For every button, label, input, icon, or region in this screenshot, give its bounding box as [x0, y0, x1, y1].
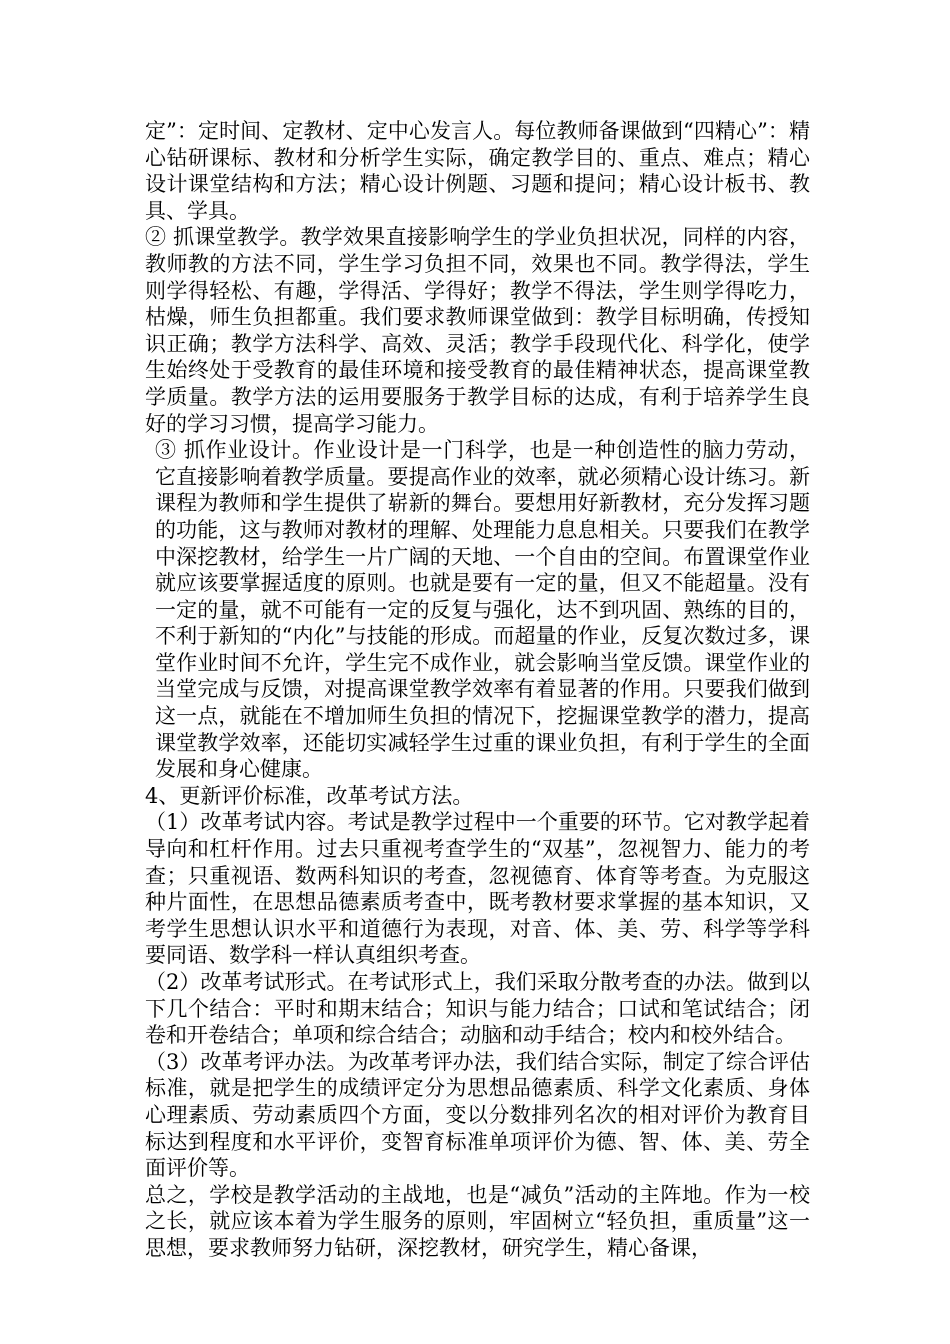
paragraph-conclusion: 总之，学校是教学活动的主战地，也是“减负”活动的主阵地。作为一校之长，就应该本着为学生服务的原则，牢固树立“轻负担，重质量”这一思想，要求教师努力钻研，深挖教材，研究学生，精心备课， — [145, 1182, 810, 1260]
paragraph-continued-prep: 定”：定时间、定教材、定中心发言人。每位教师备课做到“四精心”：精心钻研课标、教材和分析学生实际，确定教学目的、重点、难点；精心设计课堂结构和方法；精心设计例题、习题和提问；精心设计板书、教具、学具。 — [145, 119, 810, 223]
section-heading-evaluation: 4、更新评价标准，改革考试方法。 — [145, 783, 474, 808]
document-body — [145, 118, 810, 1262]
paragraph-evaluation-method: （3）改革考评办法。为改革考评办法，我们结合实际，制定了综合评估标准，就是把学生的成绩评定分为思想品德素质、科学文化素质、身体心理素质、劳动素质四个方面，变以分数排列名次的相对评价为教育目标达到程度和水平评价，变智育标准单项评价为德、智、体、美、劳全面评价等。 — [145, 1049, 810, 1181]
paragraph-exam-format: （2）改革考试形式。在考试形式上，我们采取分散考查的办法。做到以下几个结合：平时和期末结合；知识与能力结合；口试和笔试结合；闭卷和开卷结合；单项和综合结合；动脑和动手结合；校内和校外结合。 — [145, 970, 810, 1048]
paragraph-exam-content: （1）改革考试内容。考试是教学过程中一个重要的环节。它对教学起着导向和杠杆作用。过去只重视考查学生的“双基”，忽视智力、能力的考查；只重视语、数两科知识的考查，忽视德育、体育等考查。为克服这种片面性，在思想品德素质考查中，既考教材要求掌握的基本知识，又考学生思想认识水平和道德行为表现，对音、体、美、劳、科学等学科要同语、数学科一样认真组织考查。 — [145, 810, 810, 968]
paragraph-homework-design: ③ 抓作业设计。作业设计是一门科学，也是一种创造性的脑力劳动，它直接影响着教学质量。要提高作业的效率，就必须精心设计练习。新课程为教师和学生提供了崭新的舞台。要想用好新教材，充分发挥习题的功能，这与教师对教材的理解、处理能力息息相关。只要我们在教学中深挖教材，给学生一片广阔的天地、一个自由的空间。布置课堂作业就应该要掌握适度的原则。也就是要有一定的量，但又不能超量。没有一定的量，就不可能有一定的反复与强化，达不到巩固、熟练的目的，不利于新知的“内化”与技能的形成。而超量的作业，反复次数过多，课堂作业时间不允许，学生完不成作业，就会影响当堂反馈。课堂作业的当堂完成与反馈，对提高课堂教学效率有着显著的作用。只要我们做到这一点，就能在不增加师生负担的情况下，挖掘课堂教学的潜力，提高课堂教学效率，还能切实减轻学生过重的课业负担，有利于学生的全面发展和身心健康。 — [155, 438, 810, 782]
paragraph-classroom-teaching: ② 抓课堂教学。教学效果直接影响学生的学业负担状况，同样的内容，教师教的方法不同，学生学习负担不同，效果也不同。教学得法，学生则学得轻松、有趣，学得活、学得好；教学不得法，学生则学得吃力，枯燥，师生负担都重。我们要求教师课堂做到：教学目标明确，传授知识正确；教学方法科学、高效、灵活；教学手段现代化、科学化，使学生始终处于受教育的最佳环境和接受教育的最佳精神状态，提高课堂教学质量。教学方法的运用要服务于教学目标的达成，有利于培养学生良好的学习习惯，提高学习能力。 — [145, 225, 810, 436]
